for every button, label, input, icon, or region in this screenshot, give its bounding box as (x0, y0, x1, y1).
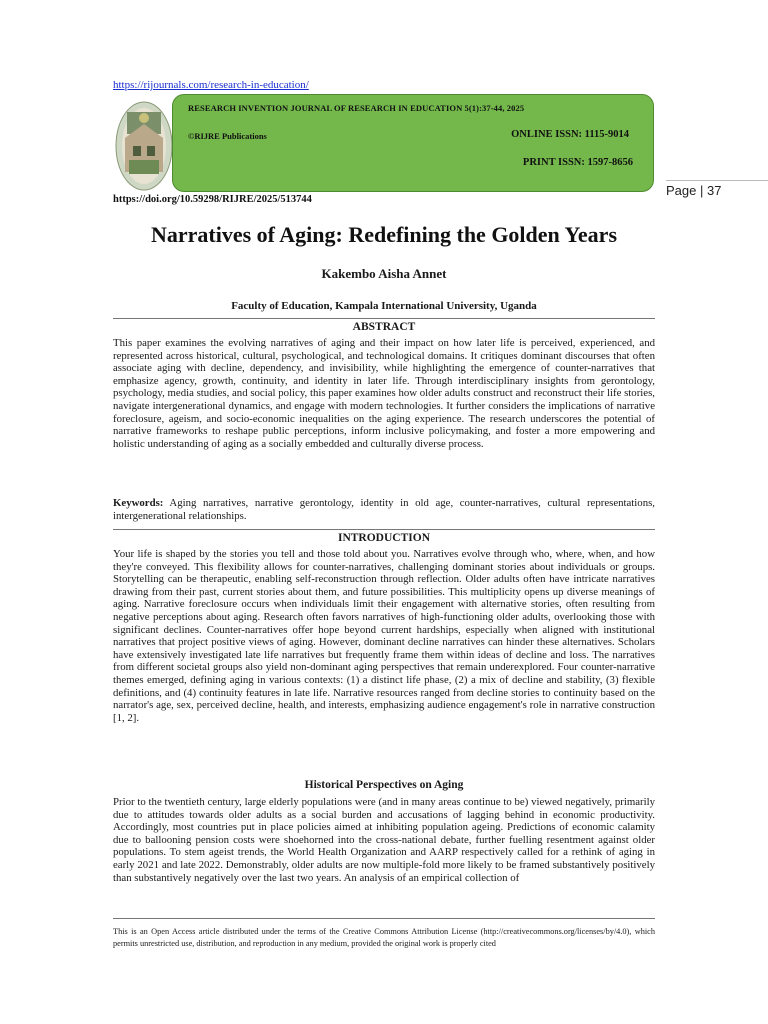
journal-title: RESEARCH INVENTION JOURNAL OF RESEARCH IN EDUCATION 5(1):37-44, 2025 (188, 103, 525, 113)
paper-title: Narratives of Aging: Redefining the Golden Years (150, 222, 618, 247)
history-text: Prior to the twentieth century, large elderly populations were (and in many areas continue to be) viewed negatively, primarily due to attitudes towards older adults as a social burden and accusations of lagging behind in economic productivity. Accordingly, most countries put in place policies aimed at inhibiting population ageing. Predictions of economic calamity due to ballooning pension costs were shoehorned into the cross-national debate, further fuelling resentment against older populations. To stem ageist trends, the World Health Organization and AARP respectively called for a rethink of aging in early 2021 and late 2022. Demonstrably, older adults are now multiple-fold more likely to be framed substantively positively than substantively negatively over the last two years. An analysis of an empirical collection of (113, 796, 655, 884)
author-name: Kakembo Aisha Annet (321, 266, 447, 281)
online-issn: ONLINE ISSN: 1115-9014 (511, 129, 629, 140)
keywords (113, 497, 655, 522)
publisher-label: ©RIJRE Publications (188, 131, 267, 141)
divider (113, 318, 655, 319)
page-number-rule (666, 180, 768, 181)
journal-url-link[interactable]: https://rijournals.com/research-in-education/ (113, 79, 309, 91)
page-number: Page | 37 (666, 183, 722, 198)
abstract-text: This paper examines the evolving narratives of aging and their impact on how later life is perceived, experienced, and represented across historical, cultural, psychological, and technological domains. It critiques dominant discourses that often associate aging with decline, dependency, and invisibility, while highlighting the emergence of counter-narratives that emphasize agency, growth, continuity, and identity in later life. Through interdisciplinary insights from gerontology, psychology, media studies, and social policy, this paper examines how older adults construct and reconstruct their life stories, navigate intergenerational dynamics, and engage with modern technologies. It further considers the implications of narrative foreclosure, ageism, and socio-economic inequalities on the aging experience. The research underscores the potential of narrative frameworks to reshape public perceptions, inform inclusive policymaking, and foster a more empowering and holistic understanding of aging as a socially embedded and culturally diverse process. (113, 337, 655, 450)
print-issn: PRINT ISSN: 1597-8656 (522, 157, 633, 168)
keywords-text: Aging narratives, narrative gerontology, identity in old age, counter-narratives, cultural representations, intergenerational relationships. (113, 497, 655, 522)
journal-cover-logo (113, 98, 175, 194)
abstract-heading: ABSTRACT (352, 321, 416, 333)
license-footnote: This is an Open Access article distributed under the terms of the Creative Commons Attribution License (http://creativecommons.org/licenses/by/4.0), which permits unrestricted use, distribution, and reproduction in any medium, provided the original work is properly cited (113, 927, 655, 948)
affiliation: Faculty of Education, Kampala International University, Uganda (231, 300, 537, 312)
journal-banner (172, 94, 654, 192)
keywords-label: Keywords: (113, 497, 164, 509)
introduction-text: Your life is shaped by the stories you tell and those told about you. Narratives evolve through who, where, when, and how they're conveyed. This flexibility allows for counter-narratives, challenging dominant stories about individuals or groups. Storytelling can be therapeutic, enabling self-reconstruction through reflection. Older adults often have intricate narratives drawing from their past, current stories about them, and future possibilities. This multiplicity opens up diverse meanings of aging. Narrative foreclosure occurs when individuals limit their engagement with alternative stories, often resulting from negative perceptions about aging. Research often favors narratives of high-functioning older adults, overlooking those with significant declines. Counter-narratives offer hope beyond current hardships, especially when aligned with institutional narratives that project positive views of aging. However, dominant decline narratives can hinder these alternatives. Scholars have extensively investigated late life narratives but frequently frame them within ideas of decline and loss. The narratives from different societal groups also yield non-dominant aging perspectives that remain underexplored. Four counter-narrative themes emerged, defining aging in various contexts: (1) a distinct life phase, (2) a mix of decline and stability, (3) flexible definitions, and (4) continuity features in late life. Narrative resources ranged from decline stories to continuity based on the narrator's age, sex, perceived decline, health, and interests, emphasizing audience engagement's role in narrative construction [1, 2]. (113, 548, 655, 724)
introduction-heading: INTRODUCTION (337, 532, 430, 544)
history-heading: Historical Perspectives on Aging (304, 779, 464, 791)
divider (113, 529, 655, 530)
footnote-divider (113, 918, 655, 919)
doi-link[interactable]: https://doi.org/10.59298/RIJRE/2025/513744 (113, 194, 312, 205)
